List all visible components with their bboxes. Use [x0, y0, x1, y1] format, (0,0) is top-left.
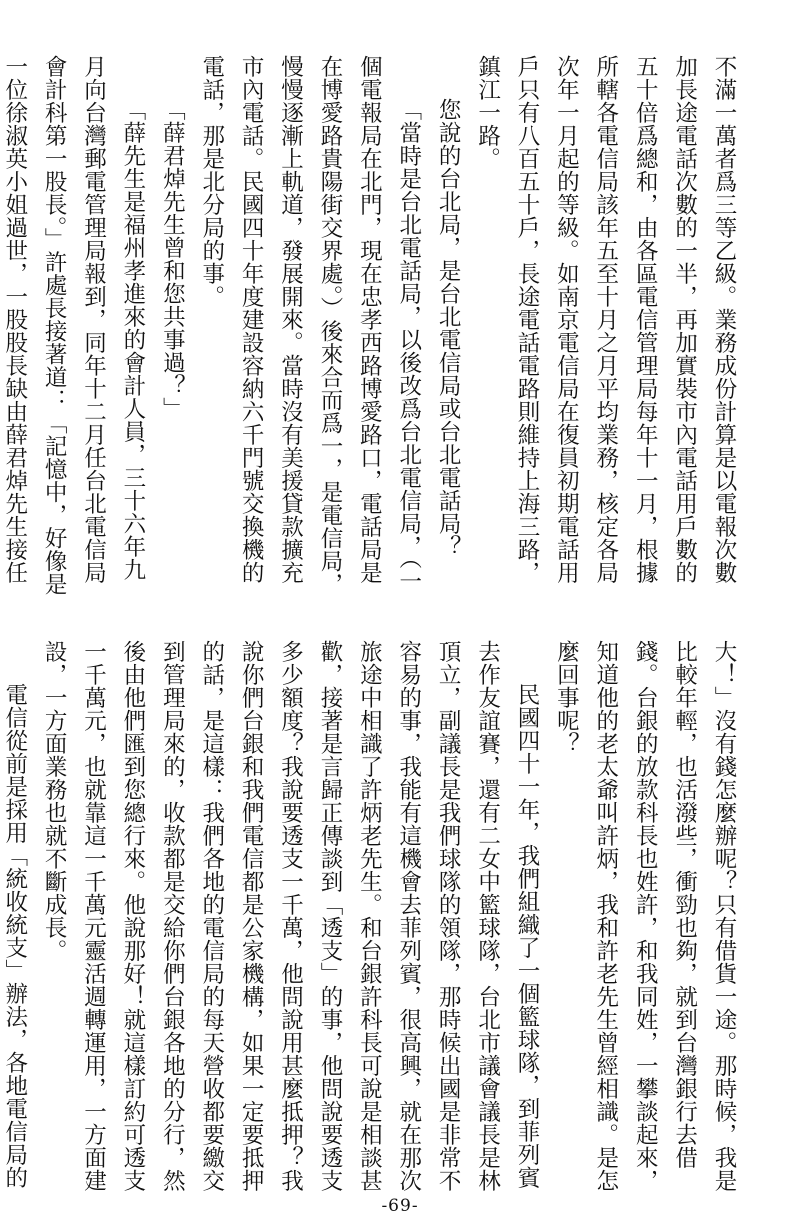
page-number: -69- — [381, 1196, 419, 1216]
top-paragraph: 您說的台北局，是台北電信局或台北電話局？ — [435, 97, 462, 558]
top-paragraph: 不滿一萬者爲三等乙級。業務成份計算是以電報次數加長途電話次數的一半，再加實裝市內電話用戶數的五十倍爲總和，由各區電信管理局每年十一月，根據所轄各電信局該年五至十月之月平均業務，核定各局次年一月起的等級。如南京電信局在復員初期電話用戶只有八百五十戶，長途電話電路則維持上海三路，鎮江一路。 — [474, 55, 737, 584]
bottom-paragraph: 大！」沒有錢怎麼辦呢？只有借貨一途。那時候，我是比較年輕，也活潑些，衝勁也夠，就到台灣銀行去借錢。台銀的放款科長也姓許，和我同姓，一攀談起來，知道他的老太爺叫許炳，我和許老先生曾經相識。是怎麼回事呢？ — [553, 640, 737, 1192]
top-paragraph: 「當時是台北電話局，以後改爲台北電信局，（一個電報局在北門，現在忠孝西路博愛路口，電話局是在博愛路貴陽街交界處。）後來合而爲一，是電信局，慢慢逐漸上軌道，發展開來。當時沒有美援貸款擴充市內電話。民國四十年度建設容納六千門號交換機的電話，那是北分局的事。 — [198, 55, 422, 596]
bottom-text-block — [1, 640, 743, 1195]
bottom-paragraph: 民國四十一年，我們組織了一個籃球隊，到菲列賓去作友誼賽，還有二女中籃球隊，台北市議會議長是林頂立，副議長是我們球隊的領隊，那時候出國是非常不容易的事，我能有這機會去菲列賓，很高興，就在那次旅途中相識了許炳老先生。和台銀許科長可說是相談甚歡，接著是言歸正傳談到「透支」的事，他問說要透支多少額度？我說要透支一千萬，他問說用甚麼抵押？我說你們台銀和我們電信都是公家機構，如果一定要抵押的話，是這樣：我們各地的電信局的每天營收都要繳交到管理局來的，收款都是交給你們台銀各地的分行，然後由他們匯到您總行來。他說那好！就這樣訂約可透支一千萬元，也就靠這一千萬元靈活週轉運用，一方面建設，一方面業務也就不斷成長。 — [41, 640, 540, 1192]
top-paragraph: 「薛君焯先生曾和您共事過？」 — [159, 97, 186, 420]
top-paragraph: 「薛先生是福州孝進來的會計人員，三十六年九月向台灣郵電管理局報到，同年十二月任台北電信局會計科第一股長。」許處長接著道：「記憶中，好像是一位徐淑英小姐過世，一股股長缺由薛君焯先生接任 — [1, 55, 146, 596]
top-text-block — [1, 55, 743, 603]
bottom-paragraph: 電信從前是採用「統收統支」辦法，各地電信局的 — [1, 682, 28, 1189]
